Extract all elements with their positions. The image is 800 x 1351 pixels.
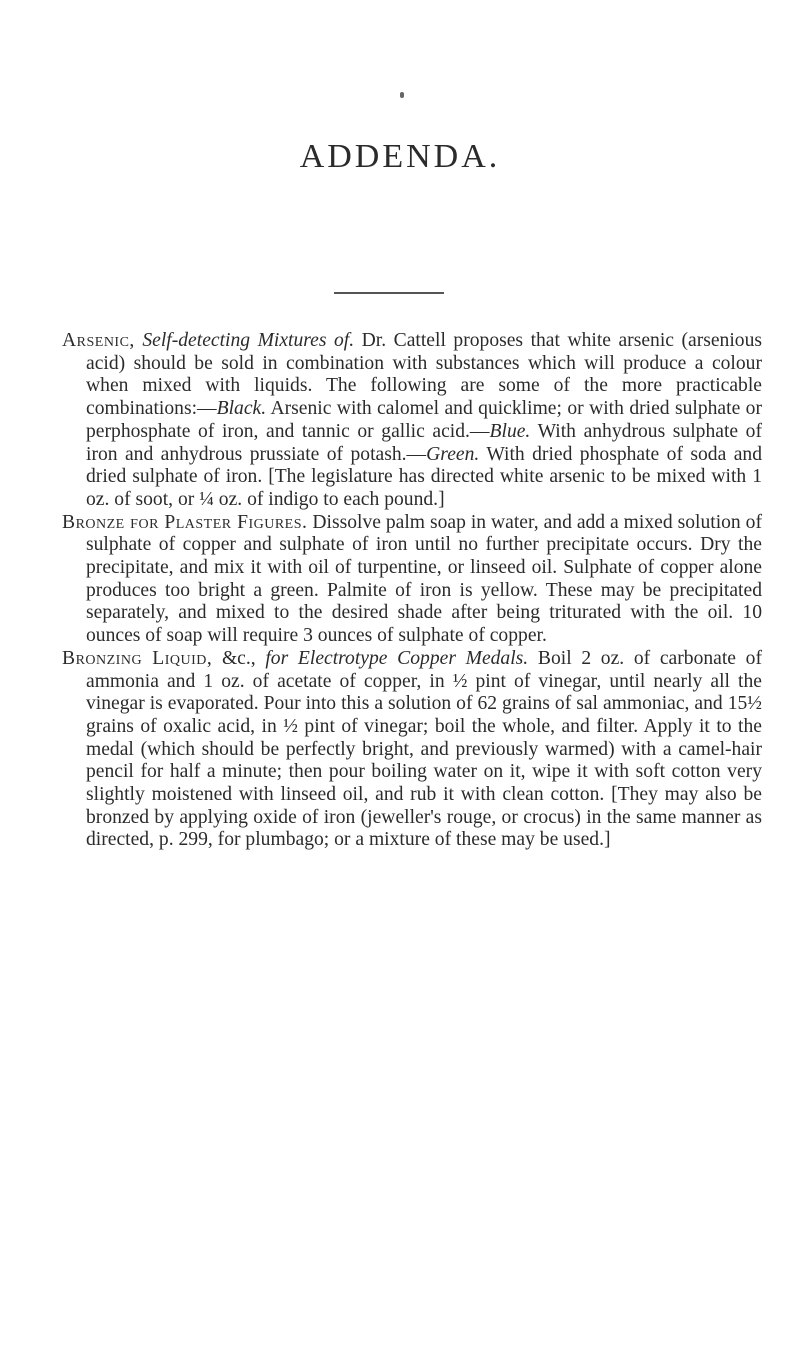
colour-label-blue: Blue. — [489, 420, 531, 442]
entry-text: Dr. Cattell proposes that white arsenic (arsenious acid) should be sold in combination with substances which will produce a colour when mixed with liquids. The following are some of the more practicable combinations:— — [86, 330, 762, 420]
page-heading: ADDENDA. — [299, 138, 501, 175]
print-speck — [400, 92, 404, 98]
entry-text: Dissolve palm soap in water, and add a mixed solution of sulphate of copper and sulphate of iron until no further precipitate occurs. Dry the precipitate, and mix it with oil of turpentine, or linseed oil. Sulphate of copper alone produces too bright a green. Palmite of iron is yellow. These may be precipitated separately, and mixed to the desired shade after being triturated with the oil. 10 ounces of soap will require 3 ounces of sulphate of copper. — [86, 511, 762, 647]
addenda-body — [62, 330, 762, 852]
colour-label-black: Black. — [216, 398, 267, 420]
entry-bronzing-liquid — [62, 648, 762, 852]
heading-rule — [334, 292, 444, 294]
entry-subtitle: for Electrotype Copper Medals. — [265, 647, 529, 669]
entry-text: With anhydrous sulphate of iron and anhydrous prussiate of potash.— — [86, 420, 762, 465]
entry-bronze — [62, 512, 762, 648]
entry-text: With dried phosphate of soda and dried sulphate of iron. [The legislature has directed white arsenic to be mixed with 1 oz. of soot, or ¼ oz. of indigo to each pound.] — [86, 443, 762, 510]
entry-term: Bronze for Plaster Figures. — [62, 511, 308, 533]
entry-term: Bronzing Liquid, — [62, 647, 213, 669]
entry-text: Arsenic with calomel and quicklime; or with dried sulphate or perphosphate of iron, and tannic or gallic acid.— — [86, 398, 762, 442]
entry-arsenic — [62, 330, 762, 512]
entry-subtitle: Self-detecting Mixtures of. — [142, 330, 355, 351]
entry-term: Arsenic, — [62, 330, 135, 351]
entry-text: &c., — [212, 647, 266, 669]
entry-text: Boil 2 oz. of carbonate of ammonia and 1 oz. of acetate of copper, in ½ pint of vinegar, until nearly all the vinegar is evaporated. Pour into this a solution of 62 grains of sal ammoniac, and 15½ grains of oxalic acid, in ½ pint of vinegar; boil the whole, and filter. Apply it to the medal (which should be perfectly bright, and previously warmed) with a camel-hair pencil for half a minute; then pour boiling water on it, wipe it with soft cotton very slightly moistened with linseed oil, and rub it with clean cotton. [They may also be bronzed by applying oxide of iron (jeweller's rouge, or crocus) in the same manner as directed, p. 299, for plumbago; or a mixture of these may be used.] — [86, 647, 763, 851]
colour-label-green: Green. — [426, 443, 480, 465]
